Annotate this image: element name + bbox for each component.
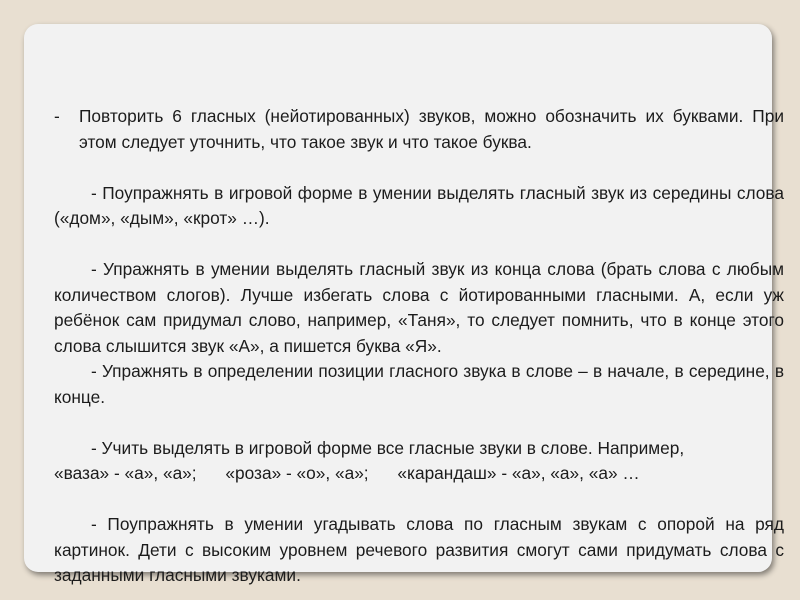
paragraph-5-line-1: - Учить выделять в игровой форме все гласные звуки в слове. Например, bbox=[91, 437, 685, 458]
paragraph-4: - Упражнять в определении позиции гласного звука в слове – в начале, в середине, в конце. bbox=[54, 361, 784, 407]
bullet-dash: - bbox=[54, 106, 60, 126]
slide-content bbox=[54, 104, 784, 589]
paragraph-1-text: Повторить 6 гласных (нейотированных) звуков, можно обозначить их буквами. При этом следует уточнить, что такое звук и что такое буква. bbox=[79, 106, 784, 152]
paragraph-spacer bbox=[54, 487, 784, 513]
paragraph-5-line-2: «ваза» - «а», «а»; «роза» - «о», «а»; «карандаш» - «а», «а», «а» … bbox=[54, 463, 640, 483]
paragraph-3: - Упражнять в умении выделять гласный звук из конца слова (брать слова с любым количеством слогов). Лучше избегать слова с йотированными гласными. А, если уж ребёнок сам придумал слово, например, «Таня», то следует помнить, что в конце этого слова слышится звук «А», а пишется буква «Я». bbox=[54, 259, 784, 356]
paragraph-spacer bbox=[54, 232, 784, 258]
paragraph-spacer bbox=[54, 410, 784, 436]
paragraph-6: - Поупражнять в умении угадывать слова по гласным звукам с опорой на ряд картинок. Дети с высоким уровнем речевого развития смогут сами придумать слова с заданными гласными звуками. bbox=[54, 514, 784, 585]
paragraph-2: - Поупражнять в игровой форме в умении выделять гласный звук из середины слова («дом», «дым», «крот» …). bbox=[54, 182, 784, 228]
paragraph-spacer bbox=[54, 155, 784, 181]
paragraph-1 bbox=[54, 104, 784, 155]
slide-card bbox=[24, 24, 784, 585]
